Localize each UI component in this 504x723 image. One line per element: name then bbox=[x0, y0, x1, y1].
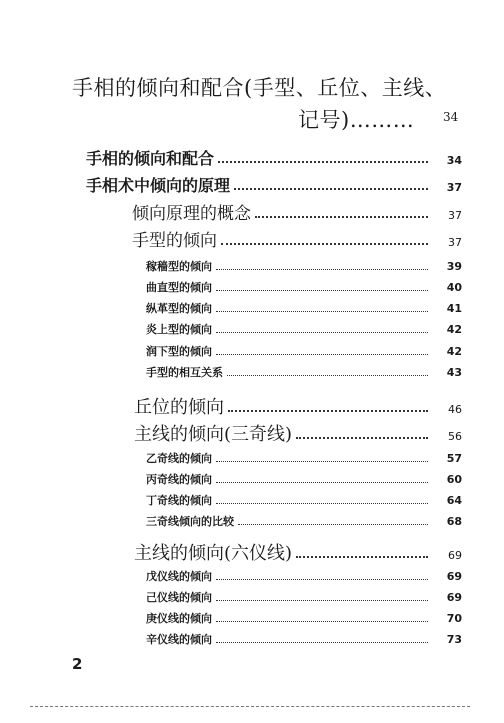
toc-entry-page: 64 bbox=[446, 494, 462, 507]
dot-leader bbox=[234, 179, 428, 191]
toc-entry bbox=[146, 471, 462, 487]
toc-entry bbox=[132, 199, 462, 224]
toc-entry-page: 73 bbox=[446, 633, 462, 646]
toc-entry-label: 稼穑型的倾向 bbox=[146, 260, 212, 273]
toc-entry-label: 手相术中倾向的原理 bbox=[86, 176, 231, 195]
toc-entry-page: 37 bbox=[448, 209, 462, 222]
toc-entry bbox=[146, 279, 462, 295]
toc-entry-label: 庚仪线的倾向 bbox=[146, 612, 212, 625]
toc-entry-label: 曲直型的倾向 bbox=[146, 281, 212, 294]
toc-entry-label: 主线的倾向(六仪线) bbox=[134, 543, 293, 564]
toc-entry-label: 丘位的倾向 bbox=[134, 397, 224, 418]
toc-entry-page: 69 bbox=[446, 591, 462, 604]
toc-entry-label: 纵革型的倾向 bbox=[146, 302, 212, 315]
chapter-title-line2: 记号)……… bbox=[298, 108, 415, 132]
toc-entry-label: 己仪线的倾向 bbox=[146, 591, 212, 604]
toc-entry-label: 手相的倾向和配合 bbox=[86, 149, 215, 168]
toc-entry bbox=[146, 300, 462, 316]
dot-leader bbox=[221, 232, 428, 244]
dot-leader bbox=[216, 475, 428, 483]
toc-entry-page: 69 bbox=[448, 549, 462, 562]
dot-leader bbox=[255, 205, 428, 217]
toc-entry-page: 69 bbox=[446, 570, 462, 583]
toc-entry-label: 丁奇线的倾向 bbox=[146, 494, 212, 507]
dot-leader bbox=[228, 400, 428, 413]
toc-entry bbox=[146, 321, 462, 337]
toc-entry bbox=[146, 513, 462, 529]
toc-entry bbox=[146, 568, 462, 584]
toc-entry bbox=[146, 450, 462, 466]
toc-entry bbox=[146, 631, 462, 647]
page-number: 2 bbox=[72, 655, 83, 673]
bottom-rule bbox=[30, 706, 470, 707]
dot-leader bbox=[218, 152, 428, 164]
toc-entry bbox=[86, 146, 462, 169]
dot-leader bbox=[216, 572, 428, 580]
dot-leader bbox=[216, 496, 428, 504]
toc-entry-page: 40 bbox=[446, 281, 462, 294]
dot-leader bbox=[216, 635, 428, 643]
toc-entry bbox=[134, 393, 462, 419]
toc-entry-page: 39 bbox=[446, 260, 462, 273]
toc-entry-page: 68 bbox=[446, 515, 462, 528]
dot-leader bbox=[238, 517, 428, 525]
toc-entry-label: 主线的倾向(三奇线) bbox=[134, 424, 293, 445]
dot-leader bbox=[216, 347, 428, 355]
toc-entry-page: 37 bbox=[446, 181, 462, 194]
toc-entry-page: 60 bbox=[446, 473, 462, 486]
toc-entry bbox=[146, 258, 462, 274]
chapter-title-line1: 手相的倾向和配合(手型、丘位、主线、 bbox=[72, 76, 447, 100]
toc-entry-label: 辛仪线的倾向 bbox=[146, 633, 212, 646]
dot-leader bbox=[216, 454, 428, 462]
toc-entry bbox=[134, 420, 462, 446]
toc-entry-page: 42 bbox=[446, 323, 462, 336]
toc-entry-label: 手型的相互关系 bbox=[146, 366, 223, 379]
toc-entry-label: 丙奇线的倾向 bbox=[146, 473, 212, 486]
toc-entry bbox=[146, 610, 462, 626]
toc-entry-label: 乙奇线的倾向 bbox=[146, 452, 212, 465]
dot-leader bbox=[216, 283, 428, 291]
toc-entry-page: 34 bbox=[446, 154, 462, 167]
toc-entry bbox=[132, 226, 462, 251]
dot-leader bbox=[296, 427, 428, 440]
toc-entry-page: 37 bbox=[448, 236, 462, 249]
toc-entry-page: 41 bbox=[446, 302, 462, 315]
toc-entry bbox=[146, 364, 462, 380]
toc-entry-label: 倾向原理的概念 bbox=[132, 204, 251, 224]
toc-entry bbox=[134, 539, 462, 565]
dot-leader bbox=[216, 304, 428, 312]
toc-entry-label: 炎上型的倾向 bbox=[146, 323, 212, 336]
dot-leader bbox=[216, 593, 428, 601]
dot-leader bbox=[216, 325, 428, 333]
toc-entry bbox=[146, 492, 462, 508]
toc-entry bbox=[146, 589, 462, 605]
toc-entry bbox=[146, 343, 462, 359]
toc-entry-label: 手型的倾向 bbox=[132, 231, 217, 251]
chapter-page-number: 34 bbox=[443, 110, 459, 124]
dot-leader bbox=[216, 614, 428, 622]
dot-leader bbox=[227, 368, 428, 376]
dot-leader bbox=[216, 262, 428, 270]
chapter-title bbox=[72, 72, 472, 136]
toc-entry-page: 46 bbox=[448, 403, 462, 416]
toc-entry-label: 戊仪线的倾向 bbox=[146, 570, 212, 583]
toc-entry-label: 三奇线倾向的比较 bbox=[146, 515, 234, 528]
dot-leader bbox=[296, 546, 428, 559]
toc-entry-page: 57 bbox=[446, 452, 462, 465]
toc-entry-label: 润下型的倾向 bbox=[146, 345, 212, 358]
toc-entry-page: 70 bbox=[446, 612, 462, 625]
toc-entry bbox=[86, 173, 462, 196]
toc-entry-page: 42 bbox=[446, 345, 462, 358]
toc-entry-page: 43 bbox=[446, 366, 462, 379]
toc-entry-page: 56 bbox=[448, 430, 462, 443]
